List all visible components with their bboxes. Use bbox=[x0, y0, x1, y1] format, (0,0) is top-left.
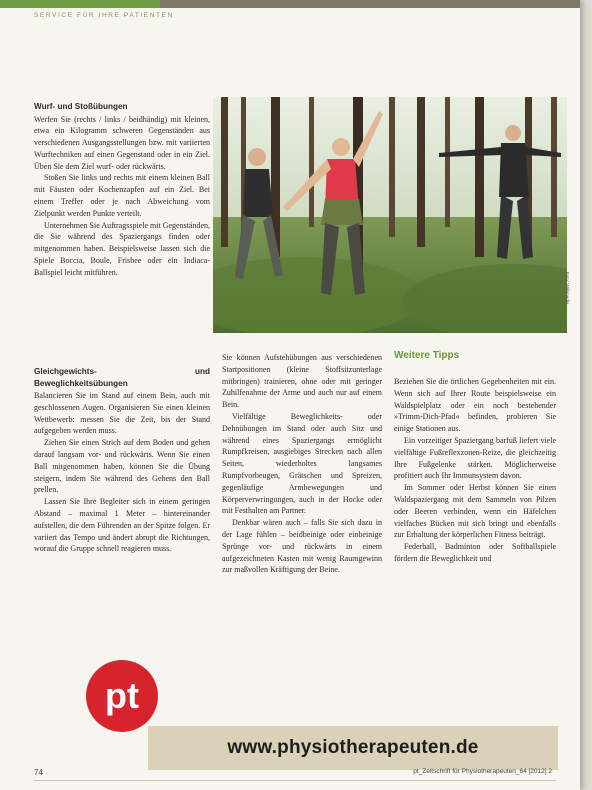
section-throwing-title: Wurf- und Stoßübungen bbox=[34, 102, 128, 111]
website-url[interactable]: www.physiotherapeuten.de bbox=[227, 737, 479, 758]
pt-logo: pt bbox=[86, 660, 158, 732]
paragraph: Lassen Sie Ihre Begleiter sich in einem geringen Abstand – maximal 1 Meter – hintereinander aufstellen, die dem Führenden an der Spitze folgen. Er variiert das Tempo und ändert abrupt die Richtungen, worauf die Gruppe schnell reagieren muss. bbox=[34, 497, 210, 554]
photo-credit: Foto: Wikimedia bbox=[565, 272, 570, 305]
running-head: SERVICE FÜR IHRE PATIENTEN bbox=[34, 12, 174, 19]
paragraph: Stoßen Sie links und rechts mit einem kleinen Ball mit Fäusten oder Kochenzapfen auf ein Ziel. Bei einem Treffer oder je nach Abweichung vom Zielpunkt werden Punkte verteilt. bbox=[34, 173, 210, 218]
paragraph: Balancieren Sie im Stand auf einem Bein, auch mit geschlossenen Augen. Organisieren Sie einen kleinen Wettbewerb: messen Sie die Zeit, bis der Stand aufgegeben werden muss. bbox=[34, 391, 210, 436]
paragraph: Denkbar wären auch – falls Sie sich dazu in der Lage fühlen – beidbeinige oder einbeinige Sprünge vor- und rückwärts in einem aufgezeichneten Kasten mit wenig Raumgewinn zur maßvollen Kräftigung der Beine. bbox=[222, 518, 382, 575]
publication-info: pt_Zeitschrift für Physiotherapeuten_64 [2012] 2 bbox=[413, 768, 552, 775]
paragraph: Ein vorzeitiger Spaziergang barfuß liefert viele vielfältige Fußreflexzonen-Reize, die gleichzeitig Ihre Fußgelenke stärken. Möglicherweise profitiert auch Ihr Immunsystem davon. bbox=[394, 435, 556, 481]
footer-divider bbox=[34, 780, 556, 781]
website-banner[interactable] bbox=[148, 726, 558, 770]
paragraph: Vielfältige Beweglichkeits- oder Dehnübungen im Stand oder auch Sitz und während eines Spaziergangs ermöglicht Rumpfkreisen, ausgiebiges Strecken nach allen Seiten, wiederholtes langsames Rumpfvorbeugen, Grätschen und Spreizen, gegenläufige Armbewegungen und Körperverwringungen, auch in der Hocke oder mit Festhalten am Partner. bbox=[222, 411, 382, 516]
forest-photo bbox=[213, 97, 567, 333]
top-accent-bar bbox=[0, 0, 160, 8]
section-balance-title: Gleichgewichts- und Beweglichkeitsübungen bbox=[34, 367, 210, 388]
paragraph: Im Sommer oder Herbst können Sie einen Waldspaziergang mit dem Sammeln von Pilzen oder Beeren verbinden, wenn ein Häfelchen vielfaches Bücken mit sich bringt und ebenfalls zur Erhaltung der körperlichen Fitness beiträgt. bbox=[394, 483, 556, 540]
paragraph: Unternehmen Sie Auftragsspiele mit Gegenständen, die Sie während des Spaziergangs finden oder mitgenommen haben. Beispielsweise lassen sich die Spiele Boccia, Boule, Frisbee oder ein Indiaca-Ballspiel leicht mitführen. bbox=[34, 220, 210, 277]
page-number: 74 bbox=[34, 768, 43, 777]
paragraph: Sie können Aufstehübungen aus verschiedenen Startpositionen (kleine Stoffsitzunterlage mitbringen) trainieren, ohne oder mit geringer Zuhilfenahme der Arme und auch nur auf einem Bein. bbox=[222, 353, 382, 410]
section-tips bbox=[394, 376, 556, 565]
column-exercises bbox=[222, 352, 382, 576]
forest-walk-illustration bbox=[213, 97, 567, 333]
paragraph: Beziehen Sie die örtlichen Gegebenheiten mit ein. Wenn sich auf Ihrer Route beispielsweise ein Waldspielplatz oder ein noch bestehender »Trimm-Dich-Pfad« befinden, probieren Sie einige Stationen aus. bbox=[394, 377, 556, 434]
paragraph: Werfen Sie (rechts / links / beidhändig) mit kleinen, etwa ein Kilogramm schweren Gegenständen aus verschiedenen Ausgangsstellungen bzw. mit variierten Wurftechniken auf einen Gegenstand oder in ein Ziel. Üben Sie dem Ziel wurf- oder rückwärts. bbox=[34, 114, 210, 171]
section-tips-title: Weitere Tipps bbox=[394, 350, 460, 361]
section-balance bbox=[34, 366, 210, 555]
paragraph: Federball, Badminton oder Softballspiele fördern die Beweglichkeit und bbox=[394, 542, 556, 563]
paragraph: Ziehen Sie einen Strich auf dem Boden und gehen darauf langsam vor- und rückwärts. Wenn Sie einen Ball mitgenommen haben, können Sie die Übung steigern, indem Sie während des Gehens den Ball prellen. bbox=[34, 438, 210, 495]
section-throwing bbox=[34, 101, 210, 279]
